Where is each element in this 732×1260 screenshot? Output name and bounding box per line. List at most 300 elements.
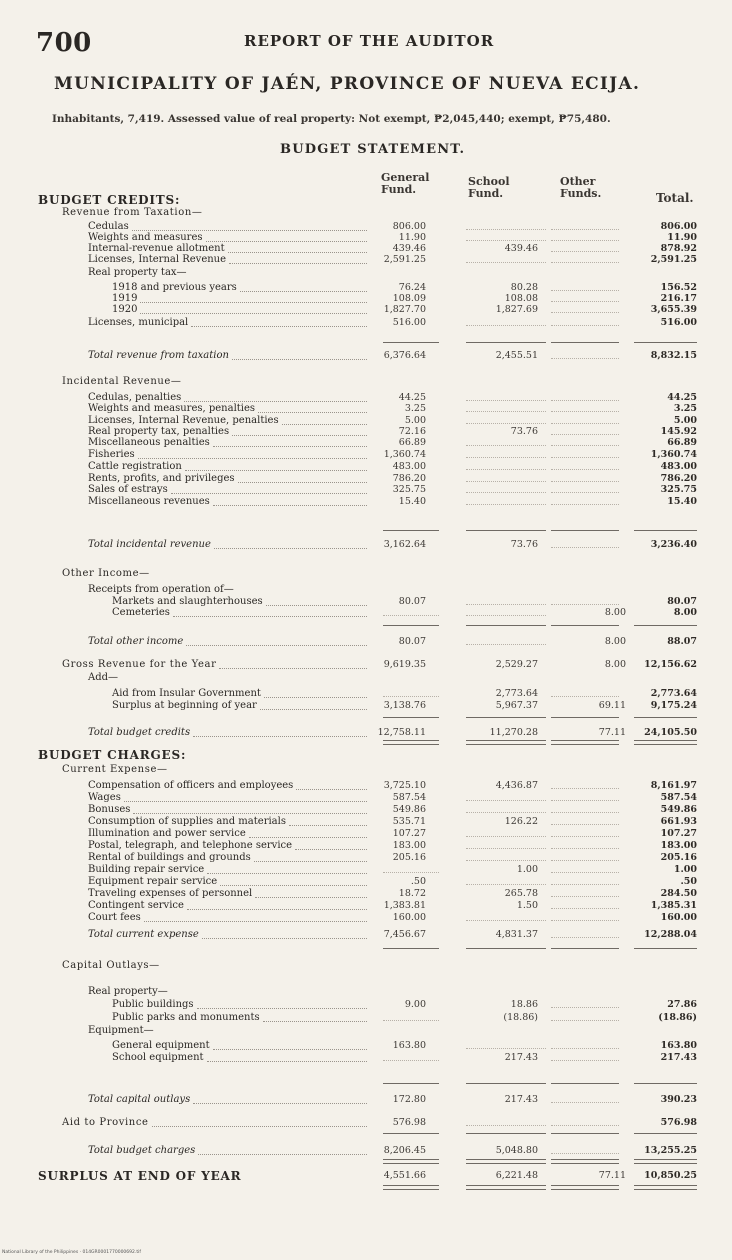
leader-dots (197, 999, 367, 1009)
table-row (0, 636, 732, 648)
total-cell: 786.20 (660, 473, 697, 484)
empty-cell-leader (383, 688, 439, 697)
table-row (0, 207, 732, 219)
row-label: Public buildings (112, 999, 194, 1010)
empty-cell-leader (466, 792, 546, 801)
table-row (0, 929, 732, 941)
row-label: 1919 (112, 293, 138, 304)
table-row (0, 584, 732, 596)
table-row (0, 999, 732, 1011)
double-rule (551, 1159, 619, 1164)
empty-cell-leader (551, 232, 619, 241)
total-cell: 10,850.25 (644, 1170, 697, 1181)
row-label: Gross Revenue for the Year (62, 659, 217, 670)
total-cell: 8,832.15 (650, 350, 697, 361)
general-fund-cell: 576.98 (392, 1117, 426, 1128)
row-label: Building repair service (88, 864, 205, 875)
leader-dots (140, 293, 367, 303)
leader-dots (186, 636, 367, 646)
sum-rule (551, 1083, 619, 1084)
table-row (0, 749, 732, 761)
leader-dots (191, 317, 367, 327)
leader-dots (228, 243, 367, 253)
general-fund-cell: 439.46 (392, 243, 426, 254)
sum-rule (466, 717, 546, 718)
leader-dots (296, 780, 367, 790)
row-label: Illumination and power service (88, 828, 246, 839)
general-fund-cell: 7,456.67 (383, 929, 426, 940)
total-cell: 24,105.50 (644, 727, 697, 738)
other-funds-cell: 77.11 (598, 727, 626, 738)
row-label: Miscellaneous penalties (88, 437, 210, 448)
leader-dots (144, 912, 367, 922)
row-label: Total current expense (88, 929, 199, 940)
leader-dots (207, 864, 367, 874)
table-row (0, 1145, 732, 1157)
school-fund-cell: 1.50 (516, 900, 538, 911)
empty-cell-leader (551, 304, 619, 313)
empty-cell-leader (551, 1012, 619, 1021)
sum-rule (383, 717, 439, 718)
column-header-school-fund: School Fund. (468, 175, 510, 200)
total-cell: 156.52 (660, 282, 697, 293)
total-cell: 2,773.64 (650, 688, 697, 699)
leader-dots (184, 392, 367, 402)
school-fund-cell: 73.76 (510, 539, 538, 550)
empty-cell-leader (551, 876, 619, 885)
total-cell: 1,360.74 (650, 449, 697, 460)
total-cell: 576.98 (660, 1117, 697, 1128)
table-row (0, 888, 732, 900)
table-row (0, 828, 732, 840)
row-label: Consumption of supplies and materials (88, 816, 286, 827)
row-label: 1918 and previous years (112, 282, 237, 293)
empty-cell-leader (551, 596, 619, 605)
empty-cell-leader (551, 688, 619, 697)
total-cell: 216.17 (660, 293, 697, 304)
general-fund-cell: 172.80 (392, 1094, 426, 1105)
other-funds-cell: 8.00 (604, 607, 626, 618)
row-label: Licenses, Internal Revenue, penalties (88, 415, 279, 426)
empty-cell-leader (551, 912, 619, 921)
empty-cell-leader (551, 243, 619, 252)
general-fund-cell: 587.54 (392, 792, 426, 803)
general-fund-cell: 516.00 (392, 317, 426, 328)
school-fund-cell: 4,831.37 (495, 929, 538, 940)
general-fund-cell: 3,725.10 (383, 780, 426, 791)
total-cell: (18.86) (658, 1012, 697, 1023)
total-cell: 183.00 (660, 840, 697, 851)
empty-cell-leader (383, 864, 439, 873)
row-label: School equipment (112, 1052, 204, 1063)
empty-cell-leader (466, 415, 546, 424)
double-rule (466, 1185, 546, 1190)
other-funds-cell: 69.11 (598, 700, 626, 711)
empty-cell-leader (551, 852, 619, 861)
empty-cell-leader (551, 496, 619, 505)
total-cell: 549.86 (660, 804, 697, 815)
leader-dots (193, 727, 367, 737)
leader-dots (232, 350, 367, 360)
page-number: 700 (36, 28, 92, 58)
general-fund-cell: 325.75 (392, 484, 426, 495)
table-row (0, 376, 732, 388)
general-fund-cell: 183.00 (392, 840, 426, 851)
double-rule (551, 740, 619, 745)
leader-dots (171, 484, 367, 494)
empty-cell-leader (551, 864, 619, 873)
table-row (0, 864, 732, 876)
leader-dots (132, 221, 367, 231)
row-label: Cattle registration (88, 461, 182, 472)
total-cell: 12,288.04 (644, 929, 697, 940)
empty-cell-leader (383, 1052, 439, 1061)
general-fund-cell: 1,827.70 (383, 304, 426, 315)
row-label: Total budget credits (88, 727, 191, 738)
total-cell: 878.92 (660, 243, 697, 254)
row-label: Real property— (88, 986, 168, 997)
general-fund-cell: 483.00 (392, 461, 426, 472)
empty-cell-leader (466, 852, 546, 861)
general-fund-cell: 205.16 (392, 852, 426, 863)
total-cell: .50 (680, 876, 697, 887)
leader-dots (185, 461, 367, 471)
empty-cell-leader (551, 804, 619, 813)
total-cell: 12,156.62 (644, 659, 697, 670)
table-row (0, 804, 732, 816)
empty-cell-leader (551, 461, 619, 470)
row-label: Other Income— (62, 568, 150, 579)
total-cell: 483.00 (660, 461, 697, 472)
sum-rule (551, 342, 619, 343)
leader-dots (173, 607, 367, 617)
empty-cell-leader (466, 840, 546, 849)
empty-cell-leader (551, 415, 619, 424)
sum-rule (466, 1133, 546, 1134)
total-cell: 3.25 (673, 403, 697, 414)
table-row (0, 1170, 732, 1182)
total-cell: 205.16 (660, 852, 697, 863)
leader-dots (206, 232, 367, 242)
leader-dots (213, 1040, 367, 1050)
row-label: Compensation of officers and employees (88, 780, 294, 791)
school-fund-cell: 108.08 (504, 293, 538, 304)
sum-rule (551, 948, 619, 949)
row-label: Total other income (88, 636, 184, 647)
empty-cell-leader (551, 293, 619, 302)
school-fund-cell: 11,270.28 (489, 727, 538, 738)
school-fund-cell: 73.76 (510, 426, 538, 437)
empty-cell-leader (551, 900, 619, 909)
empty-cell-leader (551, 840, 619, 849)
empty-cell-leader (551, 1117, 619, 1126)
sum-rule (634, 342, 697, 343)
row-label: Cemeteries (112, 607, 170, 618)
table-row (0, 912, 732, 924)
empty-cell-leader (551, 473, 619, 482)
row-label: Real property tax, penalties (88, 426, 230, 437)
table-row (0, 986, 732, 998)
leader-dots (263, 1012, 367, 1022)
school-fund-cell: 18.86 (510, 999, 538, 1010)
total-cell: 44.25 (667, 392, 697, 403)
row-label: 1920 (112, 304, 138, 315)
empty-cell-leader (551, 282, 619, 291)
row-label: Equipment repair service (88, 876, 218, 887)
empty-cell-leader (551, 1145, 619, 1154)
general-fund-cell: 1,360.74 (383, 449, 426, 460)
row-label: Public parks and monuments (112, 1012, 260, 1023)
row-label: Aid to Province (62, 1117, 149, 1128)
school-fund-cell: 217.43 (504, 1052, 538, 1063)
row-label: Rental of buildings and grounds (88, 852, 251, 863)
general-fund-cell: 163.80 (392, 1040, 426, 1051)
leader-dots (260, 700, 367, 710)
general-fund-cell: 80.07 (398, 636, 426, 647)
empty-cell-leader (551, 449, 619, 458)
table-row (0, 267, 732, 279)
general-fund-cell: 18.72 (398, 888, 426, 899)
empty-cell-leader (551, 780, 619, 789)
empty-cell-leader (466, 804, 546, 813)
leader-dots (193, 1094, 367, 1104)
page-title: MUNICIPALITY OF JAÉN, PROVINCE OF NUEVA ECIJA. (54, 74, 641, 94)
table-row (0, 852, 732, 864)
school-fund-cell: 6,221.48 (495, 1170, 538, 1181)
table-row (0, 672, 732, 684)
table-row (0, 1117, 732, 1129)
sum-rule (383, 625, 439, 626)
row-label: Current Expense— (62, 764, 168, 775)
empty-cell-leader (551, 1094, 619, 1103)
row-label: Weights and measures (88, 232, 203, 243)
empty-cell-leader (466, 1040, 546, 1049)
general-fund-cell: 806.00 (392, 221, 426, 232)
row-label: Incidental Revenue— (62, 376, 182, 387)
double-rule (634, 740, 697, 745)
leader-dots (282, 415, 367, 425)
empty-cell-leader (551, 221, 619, 230)
leader-dots (187, 900, 367, 910)
empty-cell-leader (466, 473, 546, 482)
empty-cell-leader (551, 437, 619, 446)
row-label: Licenses, Internal Revenue (88, 254, 227, 265)
empty-cell-leader (551, 1040, 619, 1049)
leader-dots (219, 659, 367, 669)
school-fund-cell: 80.28 (510, 282, 538, 293)
table-row (0, 1025, 732, 1037)
empty-cell-leader (466, 461, 546, 470)
general-fund-cell: 3.25 (404, 403, 426, 414)
school-fund-cell: 2,529.27 (495, 659, 538, 670)
row-label: General equipment (112, 1040, 210, 1051)
row-label: Court fees (88, 912, 141, 923)
table-row (0, 792, 732, 804)
leader-dots (255, 888, 367, 898)
empty-cell-leader (466, 876, 546, 885)
table-row (0, 780, 732, 792)
school-fund-cell: 126.22 (504, 816, 538, 827)
table-row (0, 403, 732, 415)
empty-cell-leader (466, 912, 546, 921)
row-label: Total incidental revenue (88, 539, 211, 550)
empty-cell-leader (551, 792, 619, 801)
general-fund-cell: 108.09 (392, 293, 426, 304)
school-fund-cell: 265.78 (504, 888, 538, 899)
row-label: BUDGET CHARGES: (38, 748, 187, 762)
row-label: Fisheries (88, 449, 135, 460)
general-fund-cell: 4,551.66 (383, 1170, 426, 1181)
general-fund-cell: 8,206.45 (383, 1145, 426, 1156)
double-rule (383, 1185, 439, 1190)
sum-rule (551, 1133, 619, 1134)
total-cell: 1.00 (673, 864, 697, 875)
empty-cell-leader (551, 888, 619, 897)
leader-dots (140, 304, 367, 314)
total-cell: 3,236.40 (650, 539, 697, 550)
table-row (0, 350, 732, 362)
row-label: Surplus at beginning of year (112, 700, 257, 711)
sum-rule (383, 1133, 439, 1134)
general-fund-cell: 6,376.64 (383, 350, 426, 361)
empty-cell-leader (551, 392, 619, 401)
empty-cell-leader (466, 221, 546, 230)
leader-dots (202, 929, 367, 939)
table-row (0, 688, 732, 700)
school-fund-cell: (18.86) (503, 1012, 538, 1023)
leader-dots (213, 437, 367, 447)
leader-dots (289, 816, 367, 826)
total-cell: 587.54 (660, 792, 697, 803)
general-fund-cell: 5.00 (404, 415, 426, 426)
leader-dots (124, 792, 367, 802)
total-cell: 9,175.24 (650, 700, 697, 711)
row-label: Bonuses (88, 804, 131, 815)
leader-dots (207, 1052, 367, 1062)
empty-cell-leader (466, 437, 546, 446)
empty-cell-leader (551, 1052, 619, 1061)
leader-dots (249, 828, 367, 838)
row-label: Contingent service (88, 900, 184, 911)
table-row (0, 700, 732, 712)
leader-dots (214, 539, 367, 549)
empty-cell-leader (551, 403, 619, 412)
total-cell: 15.40 (667, 496, 697, 507)
row-label: Miscellaneous revenues (88, 496, 210, 507)
table-row (0, 1052, 732, 1064)
total-cell: 390.23 (660, 1094, 697, 1105)
empty-cell-leader (466, 317, 546, 326)
sum-rule (551, 530, 619, 531)
table-row (0, 539, 732, 551)
double-rule (383, 1159, 439, 1164)
sum-rule (634, 948, 697, 949)
row-label: Real property tax— (88, 267, 187, 278)
double-rule (551, 1185, 619, 1190)
row-label: Receipts from operation of— (88, 584, 234, 595)
column-header-total: Total. (656, 191, 694, 205)
table-row (0, 317, 732, 329)
empty-cell-leader (466, 403, 546, 412)
leader-dots (254, 852, 367, 862)
general-fund-cell: 9,619.35 (383, 659, 426, 670)
school-fund-cell: 4,436.87 (495, 780, 538, 791)
leader-dots (266, 596, 367, 606)
empty-cell-leader (551, 484, 619, 493)
row-label: Rents, profits, and privileges (88, 473, 235, 484)
running-head: REPORT OF THE AUDITOR (244, 32, 495, 50)
sum-rule (634, 530, 697, 531)
empty-cell-leader (551, 350, 619, 359)
row-label: Licenses, municipal (88, 317, 189, 328)
total-cell: 8.00 (673, 607, 697, 618)
empty-cell-leader (551, 816, 619, 825)
general-fund-cell: 15.40 (398, 496, 426, 507)
sum-rule (466, 948, 546, 949)
row-label: Wages (88, 792, 121, 803)
other-funds-cell: 8.00 (604, 636, 626, 647)
double-rule (634, 1159, 697, 1164)
empty-cell-leader (466, 254, 546, 263)
table-row (0, 727, 732, 739)
other-funds-cell: 77.11 (598, 1170, 626, 1181)
total-cell: 217.43 (660, 1052, 697, 1063)
row-label: Cedulas (88, 221, 129, 232)
leader-dots (229, 254, 367, 264)
total-cell: 11.90 (667, 232, 697, 243)
empty-cell-leader (551, 999, 619, 1008)
general-fund-cell: 549.86 (392, 804, 426, 815)
empty-cell-leader (466, 449, 546, 458)
table-row (0, 254, 732, 266)
inhabitants-line: Inhabitants, 7,419. Assessed value of real property: Not exempt, ₱2,045,440; exempt, ₱75,480. (52, 113, 611, 125)
table-row (0, 960, 732, 972)
row-label: BUDGET CREDITS: (38, 193, 181, 207)
empty-cell-leader (466, 484, 546, 493)
school-fund-cell: 217.43 (504, 1094, 538, 1105)
total-cell: 8,161.97 (650, 780, 697, 791)
empty-cell-leader (551, 254, 619, 263)
general-fund-cell: 535.71 (392, 816, 426, 827)
double-rule (383, 740, 439, 745)
sum-rule (383, 1083, 439, 1084)
sum-rule (383, 530, 439, 531)
row-label: Postal, telegraph, and telephone service (88, 840, 293, 851)
school-fund-cell: 5,967.37 (495, 700, 538, 711)
sum-rule (551, 625, 619, 626)
general-fund-cell: 11.90 (398, 232, 426, 243)
empty-cell-leader (383, 607, 439, 616)
sum-rule (634, 1083, 697, 1084)
leader-dots (232, 426, 367, 436)
empty-cell-leader (551, 539, 619, 548)
school-fund-cell: 1,827.69 (495, 304, 538, 315)
row-label: Sales of estrays (88, 484, 168, 495)
empty-cell-leader (383, 1012, 439, 1021)
leader-dots (133, 804, 367, 814)
table-row (0, 764, 732, 776)
table-row (0, 816, 732, 828)
row-label: Revenue from Taxation— (62, 207, 203, 218)
empty-cell-leader (466, 496, 546, 505)
sum-rule (634, 1133, 697, 1134)
table-row (0, 900, 732, 912)
table-row (0, 840, 732, 852)
column-header-other-funds: Other Funds. (560, 175, 602, 200)
sum-rule (383, 948, 439, 949)
general-fund-cell: 66.89 (398, 437, 426, 448)
total-cell: 806.00 (660, 221, 697, 232)
